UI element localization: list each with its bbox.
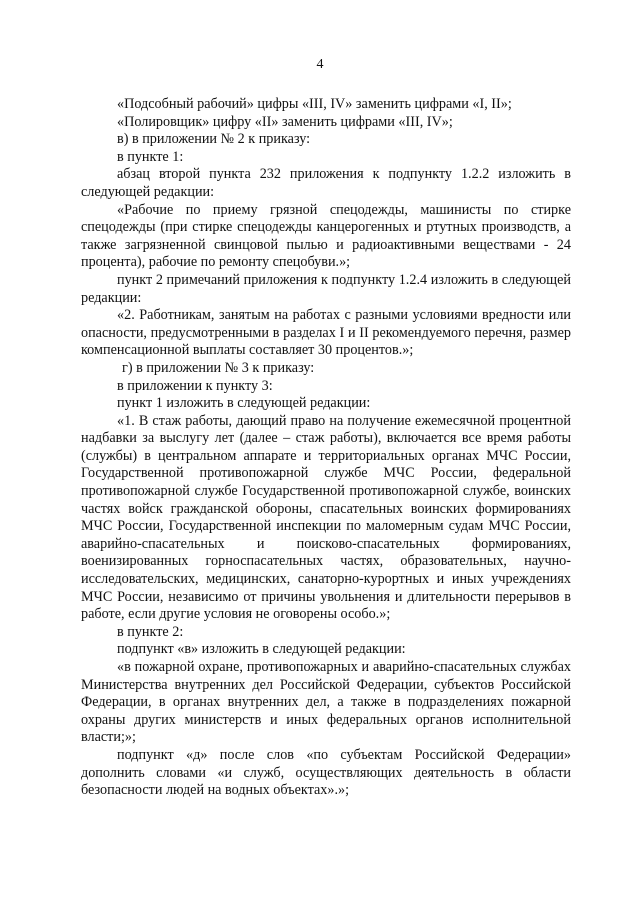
document-body [81,96,571,800]
paragraph: в пункте 2: [117,623,184,640]
paragraph: подпункт «д» после слов «по субъектам Российской Федерации» дополнить словами «и служб, осуществляющих деятельность в области безопасности людей на водных объектах».»; [81,746,571,799]
paragraph: «1. В стаж работы, дающий право на получение ежемесячной процентной надбавки за выслугу лет (далее – стаж работы), включается все время работы (службы) в центральном аппарате и территориальных органах МЧС России, Государственной противопожарной службе МЧС России, федеральной противопожарной службе Государственной противопожарной службе, воинских частях войск гражданской обороны, спасательных воинских формированиях МЧС России, Государственной инспекции по маломерным судам МЧС России, аварийно-спасательных и поисково-спасательных формированиях, военизированных горноспасательных частях, образовательных, научно-исследовательских, медицинских, санаторно-курортных и иных учреждениях МЧС России, независимо от причины увольнения и длительности перерывов в работе, если другие условия не оговорены особо.»; [81,412,571,623]
paragraph: г) в приложении № 3 к приказу: [122,359,315,376]
paragraph: абзац второй пункта 232 приложения к подпункту 1.2.2 изложить в следующей редакции: [81,166,571,200]
paragraph: «в пожарной охране, противопожарных и аварийно-спасательных службах Министерства внутренних дел Российской Федерации, субъектов Российской Федерации, в органах внутренних дел, а также в подразделениях пожарной охраны других министерств и иных федеральных органов исполнительной власти;»; [81,659,571,746]
paragraph: в) в приложении № 2 к приказу: [117,131,311,148]
page-number: 4 [316,57,324,72]
paragraph: «2. Работникам, занятым на работах с разными условиями вредности или опасности, предусмотренными в разделах I и II рекомендуемого перечня, размер компенсационной выплаты составляет 30 процентов.»; [81,307,571,359]
paragraph: «Подсобный рабочий» цифры «III, IV» заменить цифрами «I, II»; [117,96,512,112]
paragraph: в пункте 1: [117,148,184,165]
paragraph: подпункт «в» изложить в следующей редакции: [117,641,406,658]
paragraph: пункт 2 примечаний приложения к подпункту 1.2.4 изложить в следующей редакции: [81,271,571,306]
paragraph: в приложении к пункту 3: [117,377,273,394]
paragraph: «Полировщик» цифру «II» заменить цифрами «III, IV»; [117,113,453,130]
paragraph: пункт 1 изложить в следующей редакции: [117,395,371,412]
paragraph: «Рабочие по приему грязной спецодежды, машинисты по стирке спецодежды (при стирке спецодежды канцерогенных и ртутных производств, а также загрязненной свинцовой пылью и радиоактивными веществами - 24 процента), рабочие по ремонту спецобуви.»; [81,201,571,271]
